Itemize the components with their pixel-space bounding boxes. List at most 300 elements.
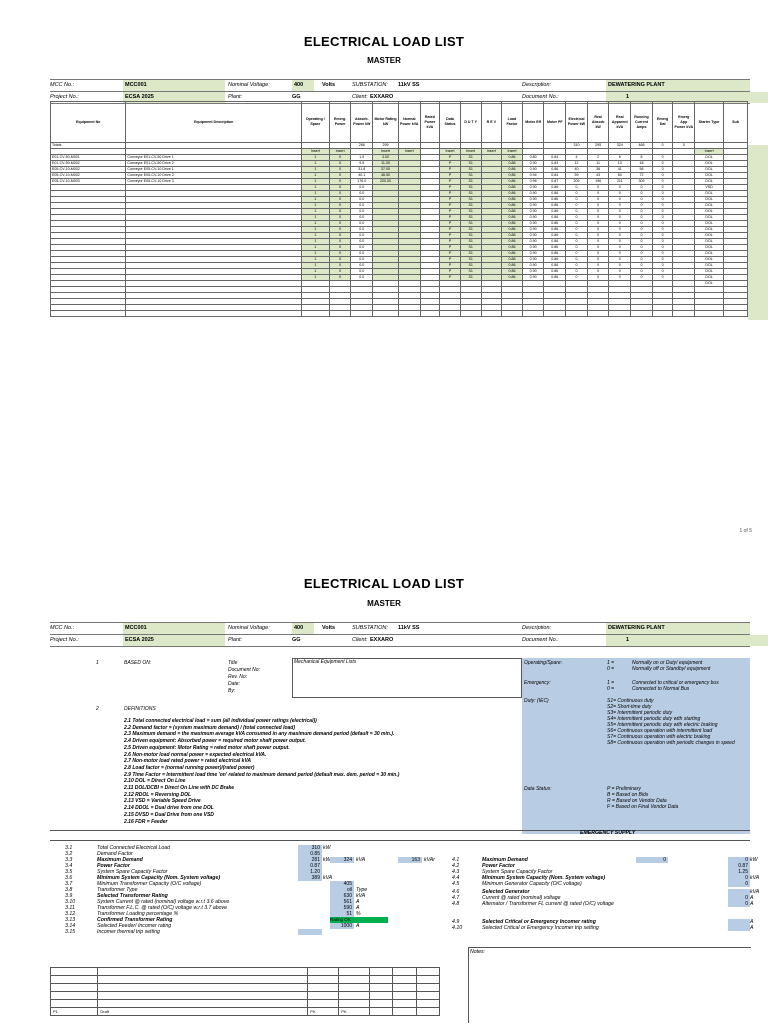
legend-text: 0 = [607, 686, 615, 692]
cell-e1: 0 [652, 233, 673, 239]
cell-ds[interactable]: P [440, 263, 461, 269]
revision-cell [370, 992, 393, 1000]
calc-label: Minimum System Capacity (Nom. System voltage) [97, 875, 221, 881]
cell-a: 8 [631, 155, 653, 161]
calc-value[interactable]: 310 [298, 845, 322, 851]
cell-kw: 0 [566, 185, 588, 191]
cell-ds[interactable]: P [440, 197, 461, 203]
emergency-supply-title: EMERGENCY SUPPLY [580, 830, 636, 836]
substation-value[interactable]: 11kV SS [398, 82, 420, 88]
cell-op[interactable]: 1 [301, 245, 329, 251]
cell-desc[interactable] [126, 311, 302, 317]
emerg-value[interactable]: 0 [728, 895, 750, 901]
p2-substation-value[interactable]: 11kV SS [398, 625, 420, 631]
emerg-num: 4.7 [452, 895, 460, 901]
based-field-label: By: [228, 688, 236, 694]
table-header-row [51, 102, 748, 143]
emerg-md-kw-value[interactable]: 0 [636, 857, 668, 863]
cell-desc[interactable]: Conveyor E01-CV-50 Drive 2 [126, 161, 302, 167]
definition-item: 2.12 RDOL = Reversing DOL [124, 791, 192, 798]
cell-eff: 0.90 [522, 239, 544, 245]
cell-kw: 0 [566, 233, 588, 239]
docno-value[interactable]: 1 [606, 92, 768, 103]
legend-text: S6= Continuous operation with intermittent load [607, 728, 713, 734]
insert-rev[interactable]: Insert [481, 149, 502, 155]
cell-mr[interactable]: 3.00 [373, 155, 399, 161]
cell-lf[interactable]: 0.86 [502, 155, 523, 161]
legend-text: Connected to critical or emergency bus [632, 680, 719, 686]
cell-lf[interactable]: 0.86 [502, 275, 523, 281]
cell-rkw: 0 [587, 197, 609, 203]
p2-docno-value[interactable]: 1 [606, 635, 768, 646]
cell-st: DOL [695, 173, 724, 179]
revision-cell [339, 968, 370, 976]
cell-op[interactable]: 1 [301, 185, 329, 191]
cell-duty[interactable]: S1 [460, 179, 481, 185]
cell-duty[interactable]: S1 [460, 257, 481, 263]
cell-em[interactable]: 0 [329, 275, 351, 281]
cell-lf[interactable]: 0.86 [502, 257, 523, 263]
cell-ds[interactable]: P [440, 209, 461, 215]
revision-cell [308, 992, 339, 1000]
cell-no[interactable] [51, 311, 126, 317]
cell-rkw: 43 [587, 173, 609, 179]
revision-row [51, 976, 440, 984]
cell-duty[interactable]: S1 [460, 275, 481, 281]
insert-ds[interactable]: Insert [440, 149, 461, 155]
cell-ds[interactable]: P [440, 275, 461, 281]
cell-lf[interactable]: 0.86 [502, 263, 523, 269]
cell-mr[interactable]: 11.00 [373, 161, 399, 167]
cell-a: 0 [631, 245, 653, 251]
calc-value[interactable]: oil [330, 887, 354, 893]
cell-op[interactable]: 1 [301, 167, 329, 173]
cell-rkw: 0 [587, 185, 609, 191]
cell-kw: 0 [566, 275, 588, 281]
cell-mr[interactable]: 200.00 [373, 179, 399, 185]
revision-cell [416, 992, 439, 1000]
cell-op[interactable]: 1 [301, 191, 329, 197]
cell-e1: 0 [652, 197, 673, 203]
cell-a [631, 311, 653, 317]
revision-cell [98, 968, 308, 976]
calc-value[interactable]: 630 [330, 893, 354, 899]
cell-op[interactable]: 1 [301, 197, 329, 203]
cell-duty[interactable]: S1 [460, 239, 481, 245]
cell-rkw: 36 [587, 167, 609, 173]
md-extra-value[interactable]: 324 [330, 857, 354, 863]
definition-item: 2.15 DVSD = Dual Drive from one VSD [124, 811, 214, 818]
page2-title: ELECTRICAL LOAD LIST [303, 576, 465, 591]
calc-value[interactable]: 1000 [330, 923, 354, 929]
insert-lf[interactable]: Insert [502, 149, 523, 155]
calc-value[interactable]: 0.85 [298, 851, 322, 857]
cell-rkw [587, 311, 609, 317]
cell-ds[interactable]: P [440, 257, 461, 263]
revision-cell [393, 992, 416, 1000]
cell-ds[interactable]: P [440, 185, 461, 191]
calc-value[interactable]: 0.87 [298, 863, 322, 869]
cell-em[interactable]: 0 [329, 251, 351, 257]
cell-em[interactable] [329, 311, 351, 317]
cell-lf[interactable]: 0.86 [502, 191, 523, 197]
cell-em[interactable]: 0 [329, 203, 351, 209]
cell-rkw: 0 [587, 269, 609, 275]
cell-kva: 0 [609, 197, 631, 203]
cell-em[interactable]: 0 [329, 257, 351, 263]
cell-lf[interactable]: 0.86 [502, 221, 523, 227]
cell-abs: 0.0 [351, 233, 373, 239]
calc-value[interactable]: Rating OK [330, 917, 388, 923]
definition-item: 2.3 Maximum demand = the maximum average kVA consumed in any maximum demand period (default = 30 min.). [124, 731, 395, 738]
cell-op[interactable]: 1 [301, 215, 329, 221]
col-emerg-app: Emerg App Power kVA [673, 102, 695, 143]
calc-label: Minimum Transformer Capacity (O/C voltage) [97, 881, 202, 887]
cell-kva: 0 [609, 221, 631, 227]
emerg-value[interactable]: 0 [728, 881, 750, 887]
cell-abs: 0.0 [351, 239, 373, 245]
cell-op[interactable]: 1 [301, 257, 329, 263]
cell-lf[interactable]: 0.86 [502, 233, 523, 239]
cell-duty[interactable] [460, 311, 481, 317]
cell-e1: 0 [652, 191, 673, 197]
cell-op[interactable]: 1 [301, 203, 329, 209]
emerg-value[interactable]: 0 [728, 901, 750, 907]
cell-lf[interactable]: 0.86 [502, 251, 523, 257]
cell-ds[interactable]: P [440, 269, 461, 275]
cell-pf: 0.86 [544, 251, 566, 257]
cell-em[interactable]: 0 [329, 173, 351, 179]
p2-mcc-value[interactable]: MCC001 [123, 623, 225, 634]
cell-desc[interactable]: Conveyor E05-CV-10 Drive 1 [126, 167, 302, 173]
cell-em[interactable]: 0 [329, 263, 351, 269]
notes-box [468, 947, 751, 1023]
legend-text: Normally off or Standby/ equipment [632, 666, 711, 672]
cell-ds[interactable]: P [440, 161, 461, 167]
calc-num: 3.1 [65, 845, 73, 851]
p2-description-value[interactable]: DEWATERING PLANT [606, 623, 750, 634]
legend-text: S8= Continuous operation with periodic changes in speed [607, 740, 735, 746]
cell-ds[interactable]: P [440, 155, 461, 161]
cell-kva: 0 [609, 263, 631, 269]
cell-em[interactable]: 0 [329, 269, 351, 275]
revision-cell [416, 1000, 439, 1008]
description-value[interactable]: DEWATERING PLANT [606, 80, 750, 91]
p2-client-value[interactable]: EXXARO [370, 637, 394, 643]
insert-mr[interactable]: Insert [373, 149, 399, 155]
cell-eff: 0.90 [522, 251, 544, 257]
col-rated-power: Rated Power kVA [420, 102, 440, 143]
cell-no[interactable]: E01-CV-50-M001 [51, 155, 126, 161]
cell-em[interactable]: 0 [329, 191, 351, 197]
cell-op[interactable]: 1 [301, 155, 329, 161]
revision-cell [370, 976, 393, 984]
cell-desc[interactable]: Conveyor E05-CV-10 Drive 2 [126, 173, 302, 179]
plant-value[interactable]: GG [292, 94, 301, 100]
project-value[interactable]: ECSA 2025 [123, 92, 225, 103]
cell-em[interactable]: 0 [329, 209, 351, 215]
cell-duty[interactable]: S1 [460, 215, 481, 221]
cell-e1: 0 [652, 179, 673, 185]
cell-duty[interactable]: S1 [460, 155, 481, 161]
definitions-num: 2 [96, 706, 99, 712]
cell-kw: 0 [566, 221, 588, 227]
cell-rev[interactable] [481, 311, 502, 317]
calc-value[interactable]: 405 [330, 881, 354, 887]
calc-value[interactable]: 389 [298, 875, 322, 881]
client-value[interactable]: EXXARO [370, 94, 394, 100]
cell-em[interactable]: 0 [329, 215, 351, 221]
cell-abs: 0.0 [351, 257, 373, 263]
revision-cell [393, 1008, 416, 1016]
cell-abs: 0.0 [351, 191, 373, 197]
cell-lf[interactable]: 0.86 [502, 161, 523, 167]
client-label: Client: [352, 94, 368, 100]
col-motor-pf: Motor PF [544, 102, 566, 143]
insert-op[interactable]: Insert [301, 149, 329, 155]
p2-project-value[interactable]: ECSA 2025 [123, 635, 225, 646]
cell-eff: 0.90 [522, 233, 544, 239]
cell-lf[interactable]: 0.86 [502, 203, 523, 209]
total-real: 295 [587, 143, 609, 149]
definition-item: 2.2 Demand factor = (system maximum demand) / (total connected load) [124, 724, 296, 731]
cell-duty[interactable]: S1 [460, 245, 481, 251]
cell-st: DOL [695, 245, 724, 251]
cell-pf: 0.86 [544, 239, 566, 245]
cell-eff: 0.90 [522, 245, 544, 251]
calc-unit: kVA [323, 875, 333, 881]
cell-op[interactable]: 1 [301, 179, 329, 185]
cell-ds[interactable]: P [440, 251, 461, 257]
cell-ds[interactable]: P [440, 215, 461, 221]
cell-pf: 0.86 [544, 269, 566, 275]
cell-no[interactable]: E05-CV-10-M002 [51, 173, 126, 179]
cell-ds[interactable]: P [440, 227, 461, 233]
cell-op[interactable]: 1 [301, 233, 329, 239]
cell-lf[interactable]: 0.86 [502, 227, 523, 233]
cell-lf[interactable]: 0.86 [502, 269, 523, 275]
cell-ds[interactable]: P [440, 221, 461, 227]
definition-item: 2.11 DOL/DCBI = Direct On Line with DC Brake [124, 785, 235, 791]
cell-duty[interactable]: S1 [460, 167, 481, 173]
cell-pf: 0.86 [544, 233, 566, 239]
p2-plant-value[interactable]: GG [292, 637, 301, 643]
legend-text: 1 = [607, 660, 615, 666]
calc-value[interactable]: 1.20 [298, 869, 322, 875]
total-app: 324 [609, 143, 631, 149]
revision-cell: PK [339, 1008, 370, 1016]
revision-cell [308, 984, 339, 992]
cell-lf[interactable]: 0.86 [502, 173, 523, 179]
cell-op[interactable]: 1 [301, 161, 329, 167]
revision-cell [51, 1000, 98, 1008]
cell-ds[interactable] [440, 311, 461, 317]
cell-abs: 0.0 [351, 251, 373, 257]
cell-no[interactable]: E05-CV-10-M002 [51, 167, 126, 173]
cell-em[interactable]: 0 [329, 221, 351, 227]
cell-pf: 0.87 [544, 179, 566, 185]
cell-op[interactable] [301, 311, 329, 317]
cell-mr[interactable]: 46.50 [373, 173, 399, 179]
cell-mr[interactable] [373, 311, 399, 317]
cell-lf[interactable]: 0.86 [502, 167, 523, 173]
cell-st: DOL [695, 269, 724, 275]
cell-rkw: 196 [587, 179, 609, 185]
cell-duty[interactable]: S1 [460, 185, 481, 191]
cell-pf: 0.86 [544, 215, 566, 221]
cell-em[interactable]: 0 [329, 167, 351, 173]
cell-ds[interactable]: P [440, 239, 461, 245]
legend-text: Operating/Spare: [524, 660, 563, 666]
insert-starter[interactable]: Insert [695, 149, 724, 155]
emerg-value[interactable]: 1.25 [728, 869, 750, 875]
cell-op[interactable]: 1 [301, 209, 329, 215]
cell-duty[interactable]: S1 [460, 197, 481, 203]
definition-item: 2.1 Total connected electrical load = sum (all individual power ratings (electrical)) [124, 718, 317, 724]
revision-cell [51, 976, 98, 984]
cell-duty[interactable]: S1 [460, 269, 481, 275]
cell-lf[interactable]: 0.86 [502, 209, 523, 215]
cell-eff: 0.90 [522, 185, 544, 191]
cell-op[interactable]: 1 [301, 251, 329, 257]
cell-em[interactable]: 0 [329, 155, 351, 161]
calc-label: Transformer F.L.C. @ rated (O/C) voltage w.r.t 3.7 above [97, 905, 228, 911]
cell-desc[interactable]: Conveyor E05-CV-10 Drive 3 [126, 179, 302, 185]
cell-em[interactable]: 0 [329, 227, 351, 233]
cell-ds[interactable]: P [440, 167, 461, 173]
mcc-label: MCC No.: [50, 82, 75, 88]
cell-duty[interactable]: S1 [460, 209, 481, 215]
voltage-value[interactable]: 400 [292, 80, 314, 91]
cell-duty[interactable]: S1 [460, 161, 481, 167]
cell-op[interactable]: 1 [301, 263, 329, 269]
cell-lf[interactable]: 0.86 [502, 215, 523, 221]
cell-op[interactable]: 1 [301, 269, 329, 275]
emerg-value[interactable]: 0 [728, 875, 750, 881]
cell-duty[interactable]: S1 [460, 233, 481, 239]
cell-duty[interactable]: S1 [460, 227, 481, 233]
legend-text: S1= Continuous duty [607, 698, 654, 704]
insert-em[interactable]: Insert [329, 149, 351, 155]
cell-abs: 9.9 [351, 161, 373, 167]
cell-mr[interactable]: 37.00 [373, 167, 399, 173]
cell-a: 0 [631, 197, 653, 203]
cell-duty[interactable]: S1 [460, 251, 481, 257]
cell-op[interactable]: 1 [301, 173, 329, 179]
cell-em[interactable]: 0 [329, 179, 351, 185]
p2-voltage-value[interactable]: 400 [292, 623, 314, 634]
calc-num: 3.3 [65, 857, 73, 863]
mcc-value[interactable]: MCC001 [123, 80, 225, 91]
cell-lf[interactable]: 0.86 [502, 179, 523, 185]
cell-lf[interactable] [502, 311, 523, 317]
col-absorb-power: Absorb. Power kW [351, 102, 373, 143]
cell-op[interactable]: 1 [301, 221, 329, 227]
equipment-table [50, 101, 748, 317]
insert-duty[interactable]: Insert [460, 149, 481, 155]
cell-em[interactable]: 0 [329, 233, 351, 239]
definition-item: 2.9 Time Factor = Intermittent load time 'on' related to maximum demand period (default max. dem. period = 30 min.) [124, 771, 400, 778]
cell-lf[interactable]: 0.86 [502, 185, 523, 191]
cell-a: 0 [631, 203, 653, 209]
cell-duty[interactable]: S1 [460, 263, 481, 269]
cell-no[interactable]: E05-CV-10-M003 [51, 179, 126, 185]
revision-cell [370, 968, 393, 976]
calc-value[interactable]: 590 [330, 905, 354, 911]
project-label: Project No.: [50, 94, 79, 100]
calc-unit: A [356, 905, 360, 911]
cell-pf: 0.83 [544, 161, 566, 167]
md-extra-value[interactable]: 163 [398, 857, 422, 863]
emerg-value[interactable]: 0 [728, 857, 750, 863]
cell-ds[interactable]: P [440, 173, 461, 179]
cell-rkw: 0 [587, 263, 609, 269]
cell-np[interactable] [398, 311, 420, 317]
cell-duty[interactable]: S1 [460, 221, 481, 227]
cell-lf[interactable]: 0.86 [502, 197, 523, 203]
cell-duty[interactable]: S1 [460, 173, 481, 179]
calc-label: System Current @ rated (nominal) voltage w.r.t 3.6 above [97, 899, 230, 905]
insert-np[interactable]: Insert [398, 149, 420, 155]
calc-value[interactable]: 561 [330, 899, 354, 905]
cell-st: DOL [695, 251, 724, 257]
cell-duty[interactable]: S1 [460, 203, 481, 209]
cell-no[interactable]: E01-CV-50-M002 [51, 161, 126, 167]
cell-em[interactable]: 0 [329, 245, 351, 251]
calc-value[interactable]: 281 [298, 857, 322, 863]
calc-num: 3.8 [65, 887, 73, 893]
cell-ds[interactable]: P [440, 203, 461, 209]
calc-value[interactable]: 51 [330, 911, 354, 917]
legend-text: F = Based on Final Vendor Data [607, 804, 679, 810]
legend-text: 0 = [607, 666, 615, 672]
cell-ds[interactable]: P [440, 233, 461, 239]
cell-abs: 0.0 [351, 221, 373, 227]
cell-ds[interactable]: P [440, 245, 461, 251]
calc-num: 3.7 [65, 881, 73, 887]
cell-em[interactable]: 0 [329, 161, 351, 167]
cell-op[interactable]: 1 [301, 239, 329, 245]
cell-eff: 0.90 [522, 209, 544, 215]
cell-kva: 0 [609, 185, 631, 191]
emerg-value[interactable] [728, 925, 750, 931]
revision-row [51, 992, 440, 1000]
cell-kw: 0 [566, 197, 588, 203]
cell-ds[interactable]: P [440, 179, 461, 185]
cell-lf[interactable]: 0.86 [502, 245, 523, 251]
cell-lf[interactable]: 0.86 [502, 239, 523, 245]
md-extra-unit: kVA [356, 857, 366, 863]
cell-em[interactable]: 0 [329, 197, 351, 203]
cell-desc[interactable]: Conveyor E01-CV-50 Drive 1 [126, 155, 302, 161]
cell-op[interactable]: 1 [301, 227, 329, 233]
emerg-value[interactable]: 0.87 [728, 863, 750, 869]
revision-cell [339, 984, 370, 992]
cell-rkw: 2 [587, 155, 609, 161]
cell-op[interactable]: 1 [301, 275, 329, 281]
cell-ds[interactable]: P [440, 191, 461, 197]
cell-eff: 0.90 [522, 167, 544, 173]
definition-item: 2.10 DOL = Direct On Line [124, 778, 186, 785]
calc-value[interactable] [298, 929, 322, 935]
cell-duty[interactable]: S1 [460, 191, 481, 197]
emerg-label: Selected Generator [482, 889, 530, 895]
emerg-label: Maximum Demand [482, 857, 528, 863]
cell-em[interactable]: 0 [329, 185, 351, 191]
cell-em[interactable]: 0 [329, 239, 351, 245]
cell-eff: 0.90 [522, 269, 544, 275]
calc-num: 3.10 [65, 899, 76, 905]
